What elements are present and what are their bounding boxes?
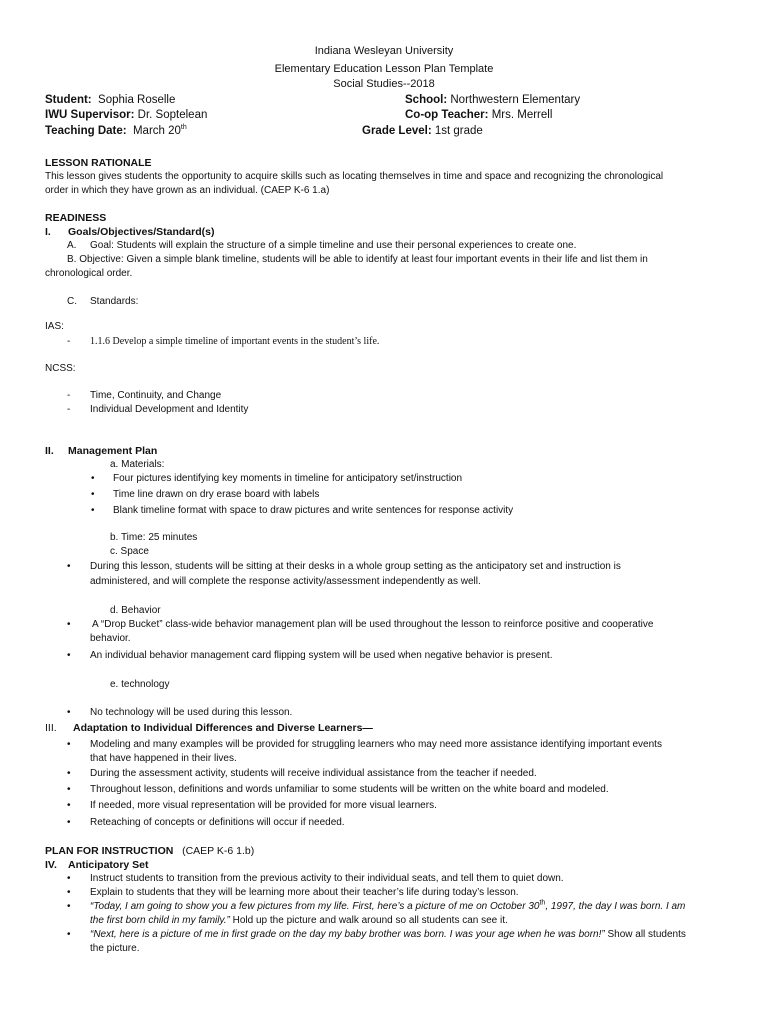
goal-text: Goal: Students will explain the structure of a simple timeline and use their personal experiences to create one. bbox=[90, 240, 577, 251]
material-item: Time line drawn on dry erase board with labels bbox=[113, 489, 320, 500]
ias-dash: - bbox=[67, 336, 71, 347]
supervisor-value: Dr. Soptelean bbox=[137, 109, 208, 121]
school-label: School: bbox=[405, 94, 448, 106]
date-label: Teaching Date: bbox=[45, 125, 127, 137]
technology-item: No technology will be used during this lesson. bbox=[90, 707, 293, 718]
date-sup: th bbox=[180, 124, 187, 132]
bullet-icon: • bbox=[67, 561, 71, 572]
material-item: Four pictures identifying key moments in timeline for anticipatory set/instruction bbox=[113, 473, 463, 484]
date-row bbox=[45, 125, 187, 137]
ias-item: 1.1.6 Develop a simple timeline of important events in the student’s life. bbox=[90, 336, 380, 347]
section1-title: Goals/Objectives/Standard(s) bbox=[68, 226, 215, 238]
section3-title: Adaptation to Individual Differences and Diverse Learners— bbox=[73, 722, 373, 734]
adaptation-item: If needed, more visual representation will be provided for more visual learners. bbox=[90, 800, 437, 811]
bullet-icon: • bbox=[91, 505, 95, 516]
coop-label: Co-op Teacher: bbox=[405, 109, 489, 121]
adaptation-item1-line2: that have happened in their lives. bbox=[90, 753, 237, 764]
rationale-heading: LESSON RATIONALE bbox=[45, 157, 152, 169]
bullet-icon: • bbox=[67, 887, 71, 898]
adaptation-item: Reteaching of concepts or definitions will occur if needed. bbox=[90, 817, 345, 828]
standards-letter: C. bbox=[67, 296, 77, 307]
bullet-icon: • bbox=[67, 619, 71, 630]
school-value: Northwestern Elementary bbox=[450, 94, 581, 106]
behavior2: An individual behavior management card flipping system will be used when negative behavior is present. bbox=[90, 650, 553, 661]
bullet-icon: • bbox=[67, 707, 71, 718]
space-line2: administered, and will complete the response activity/assessment independently as well. bbox=[90, 576, 481, 587]
item3-quote-part1: “Today, I am going to show you a few pictures from my life. First, here’s a picture of me on October 30 bbox=[90, 901, 540, 912]
material-item: Blank timeline format with space to draw pictures and write sentences for response activity bbox=[113, 505, 514, 516]
anticipatory-item4-line2: the picture. bbox=[90, 943, 140, 954]
template-title: Elementary Education Lesson Plan Template bbox=[274, 63, 494, 75]
supervisor-row bbox=[45, 109, 207, 121]
space-label: c. Space bbox=[110, 546, 149, 557]
section4-title: Anticipatory Set bbox=[68, 859, 149, 871]
bullet-icon: • bbox=[91, 489, 95, 500]
anticipatory-item3-line1 bbox=[90, 901, 685, 912]
instruction-heading-row bbox=[45, 845, 254, 857]
adaptation-item1-line1: Modeling and many examples will be provided for struggling learners who may need more assistance identifying important events bbox=[90, 739, 662, 750]
behavior1-line1: A “Drop Bucket” class-wide behavior management plan will be used throughout the lesson to reinforce positive and cooperative bbox=[92, 619, 654, 630]
student-value: Sophia Roselle bbox=[98, 94, 176, 106]
readiness-heading: READINESS bbox=[45, 212, 107, 224]
anticipatory-item3-line2 bbox=[90, 915, 508, 926]
school-row bbox=[405, 94, 580, 106]
student-label: Student: bbox=[45, 94, 92, 106]
grade-label: Grade Level: bbox=[362, 125, 432, 137]
instruction-caep: (CAEP K-6 1.b) bbox=[182, 845, 255, 857]
subject-year: Social Studies--2018 bbox=[333, 78, 435, 90]
objective-line2: chronological order. bbox=[45, 268, 133, 279]
section2-title: Management Plan bbox=[68, 445, 158, 457]
space-line1: During this lesson, students will be sitting at their desks in a whole group setting as the anticipatory set and instruction is bbox=[90, 561, 621, 572]
instruction-heading: PLAN FOR INSTRUCTION bbox=[45, 845, 174, 857]
bullet-icon: • bbox=[67, 650, 71, 661]
behavior1-line2: behavior. bbox=[90, 633, 131, 644]
adaptation-item: During the assessment activity, students will receive individual assistance from the teacher if needed. bbox=[90, 768, 537, 779]
anticipatory-item4-line1 bbox=[90, 929, 686, 940]
bullet-icon: • bbox=[67, 817, 71, 828]
adaptation-item: Throughout lesson, definitions and words unfamiliar to some students will be written on the white board and modeled. bbox=[90, 784, 609, 795]
item3-sup: th bbox=[539, 899, 546, 907]
ncss-dash: - bbox=[67, 404, 71, 415]
bullet-icon: • bbox=[67, 800, 71, 811]
anticipatory-item1: Instruct students to transition from the previous activity to their individual seats, and tell them to quiet down. bbox=[90, 873, 564, 884]
item3-quote-part3: the first born child in my family.” bbox=[90, 915, 230, 926]
section1-number: I. bbox=[45, 226, 51, 238]
supervisor-label: IWU Supervisor: bbox=[45, 109, 135, 121]
item4-tail: Show all students bbox=[604, 929, 686, 940]
standards-label: Standards: bbox=[90, 296, 139, 307]
item3-tail: Hold up the picture and walk around so all students can see it. bbox=[229, 915, 508, 926]
university-title: Indiana Wesleyan University bbox=[314, 45, 454, 57]
item3-quote-part2: , 1997, the day I was born. I am bbox=[545, 901, 686, 912]
section3-number: III. bbox=[45, 722, 57, 734]
rationale-line1: This lesson gives students the opportunity to acquire skills such as locating themselves in time and space and recognizing the chronological bbox=[45, 171, 664, 182]
ncss-label: NCSS: bbox=[45, 363, 76, 374]
materials-label: a. Materials: bbox=[110, 459, 165, 470]
bullet-icon: • bbox=[67, 873, 71, 884]
bullet-icon: • bbox=[67, 768, 71, 779]
ncss-dash: - bbox=[67, 390, 71, 401]
ncss-item: Individual Development and Identity bbox=[90, 404, 249, 415]
student-row bbox=[45, 94, 175, 106]
bullet-icon: • bbox=[67, 901, 71, 912]
ncss-item: Time, Continuity, and Change bbox=[90, 390, 222, 401]
time-line: b. Time: 25 minutes bbox=[110, 532, 198, 543]
behavior-label: d. Behavior bbox=[110, 605, 161, 616]
ias-label: IAS: bbox=[45, 321, 64, 332]
bullet-icon: • bbox=[91, 473, 95, 484]
objective-line1: B. Objective: Given a simple blank timeline, students will be able to identify at least four important events in their life and list them in bbox=[67, 254, 648, 265]
rationale-line2: order in which they have grown as an individual. (CAEP K-6 1.a) bbox=[45, 185, 330, 196]
bullet-icon: • bbox=[67, 784, 71, 795]
anticipatory-item2: Explain to students that they will be learning more about their teacher’s life during today’s lesson. bbox=[90, 887, 519, 898]
coop-row bbox=[405, 109, 552, 121]
section2-number: II. bbox=[45, 445, 54, 457]
goal-letter: A. bbox=[67, 240, 77, 251]
bullet-icon: • bbox=[67, 739, 71, 750]
coop-value: Mrs. Merrell bbox=[491, 109, 553, 121]
item4-quote: “Next, here is a picture of me in first grade on the day my baby brother was born. I was your age when he was born!” bbox=[90, 929, 605, 940]
grade-row bbox=[362, 125, 483, 137]
grade-value: 1st grade bbox=[434, 125, 483, 137]
technology-label: e. technology bbox=[110, 679, 170, 690]
date-value: March 20 bbox=[132, 125, 181, 137]
bullet-icon: • bbox=[67, 929, 71, 940]
section4-number: IV. bbox=[45, 859, 57, 871]
